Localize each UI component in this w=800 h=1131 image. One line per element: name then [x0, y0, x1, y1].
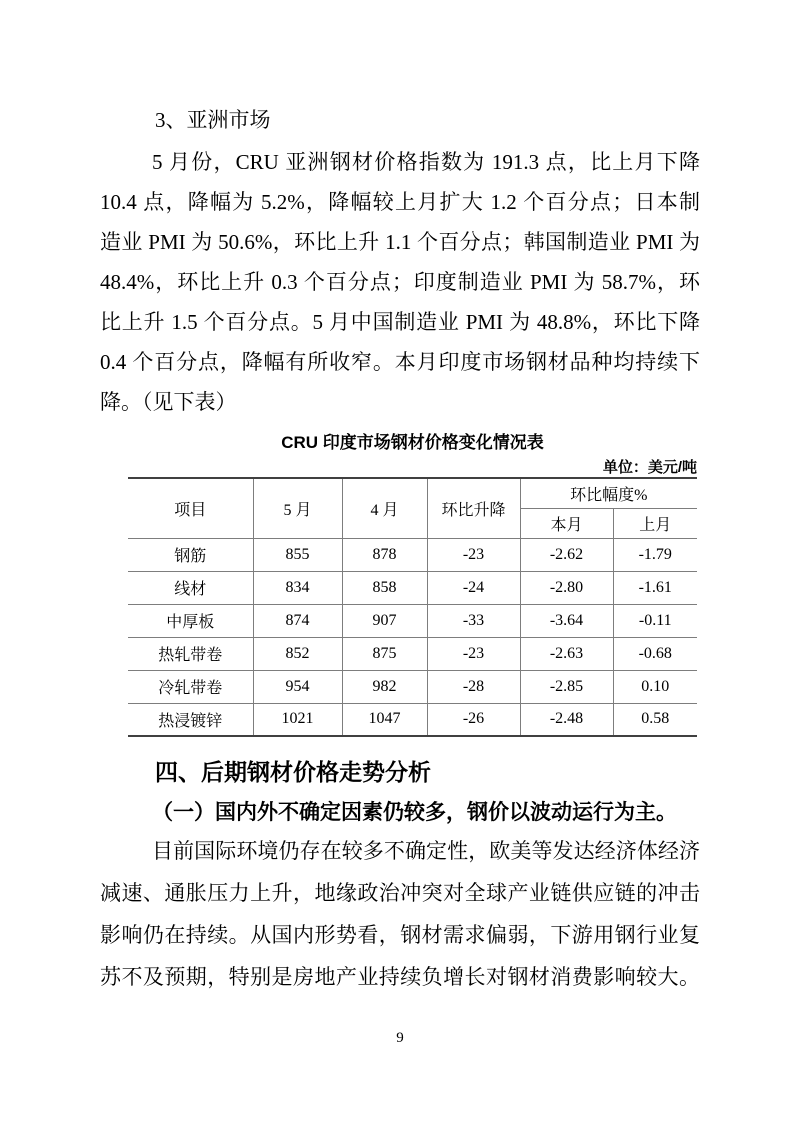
cell-last-month-rate: 0.10	[613, 670, 697, 703]
cell-item: 冷轧带卷	[128, 670, 253, 703]
col-header-mom-rate: 环比幅度%	[520, 478, 697, 508]
paragraph-line: 0.4 个百分点，降幅有所收窄。本月印度市场钢材品种均持续下	[100, 350, 700, 374]
cell-may-price: 852	[253, 637, 342, 670]
table-title: CRU 印度市场钢材价格变化情况表	[281, 433, 544, 452]
cell-item: 钢筋	[128, 538, 253, 571]
paragraph-line: 48.4%，环比上升 0.3 个百分点；印度制造业 PMI 为 58.7%，环	[100, 270, 700, 294]
cell-may-price: 855	[253, 538, 342, 571]
table-row	[128, 703, 697, 736]
cell-april-price: 858	[342, 571, 427, 604]
paragraph-line: 减速、通胀压力上升，地缘政治冲突对全球产业链供应链的冲击	[100, 881, 700, 905]
cell-april-price: 907	[342, 604, 427, 637]
cell-april-price: 875	[342, 637, 427, 670]
cell-last-month-rate: -0.11	[613, 604, 697, 637]
cell-this-month-rate: -3.64	[520, 604, 613, 637]
col-header-mom-change: 环比升降	[427, 478, 520, 538]
col-header-last-month: 上月	[613, 508, 697, 538]
heading-asia-market: 3、亚洲市场	[155, 108, 271, 132]
cell-item: 线材	[128, 571, 253, 604]
cell-may-price: 874	[253, 604, 342, 637]
subheading-uncertainty: （一）国内外不确定因素仍较多，钢价以波动运行为主。	[152, 800, 677, 824]
paragraph-analysis	[100, 830, 700, 998]
cell-item: 热轧带卷	[128, 637, 253, 670]
price-table-block	[128, 431, 697, 737]
cell-item: 热浸镀锌	[128, 703, 253, 736]
table-header-row-1	[128, 478, 697, 508]
table-row	[128, 538, 697, 571]
cell-this-month-rate: -2.63	[520, 637, 613, 670]
paragraph-line: 10.4 点，降幅为 5.2%，降幅较上月扩大 1.2 个百分点；日本制	[100, 190, 700, 214]
cell-mom-change: -33	[427, 604, 520, 637]
cell-mom-change: -23	[427, 538, 520, 571]
cell-mom-change: -26	[427, 703, 520, 736]
cell-item: 中厚板	[128, 604, 253, 637]
cell-may-price: 834	[253, 571, 342, 604]
cell-mom-change: -28	[427, 670, 520, 703]
cell-last-month-rate: -1.61	[613, 571, 697, 604]
page-number: 9	[396, 1030, 404, 1046]
table-row	[128, 670, 697, 703]
page-content	[0, 106, 800, 1048]
cell-this-month-rate: -2.48	[520, 703, 613, 736]
col-header-item: 项目	[128, 478, 253, 538]
cell-this-month-rate: -2.85	[520, 670, 613, 703]
paragraph-line: 苏不及预期，特别是房地产业持续负增长对钢材消费影响较大。	[100, 965, 700, 989]
col-header-may: 5 月	[253, 478, 342, 538]
cell-april-price: 878	[342, 538, 427, 571]
paragraph-line: 5 月份，CRU 亚洲钢材价格指数为 191.3 点，比上月下降	[152, 150, 700, 174]
cell-may-price: 1021	[253, 703, 342, 736]
cell-april-price: 982	[342, 670, 427, 703]
heading-price-trend-analysis: 四、后期钢材价格走势分析	[155, 759, 431, 785]
paragraph-line: 目前国际环境仍存在较多不确定性，欧美等发达经济体经济	[152, 839, 700, 863]
table-row	[128, 637, 697, 670]
cell-april-price: 1047	[342, 703, 427, 736]
cell-this-month-rate: -2.80	[520, 571, 613, 604]
cell-last-month-rate: -0.68	[613, 637, 697, 670]
col-header-april: 4 月	[342, 478, 427, 538]
paragraph-line: 降。（见下表）	[100, 390, 237, 414]
cell-this-month-rate: -2.62	[520, 538, 613, 571]
col-header-this-month: 本月	[520, 508, 613, 538]
cell-last-month-rate: -1.79	[613, 538, 697, 571]
paragraph-line: 造业 PMI 为 50.6%，环比上升 1.1 个百分点；韩国制造业 PMI 为	[100, 230, 700, 254]
table-row	[128, 604, 697, 637]
cell-may-price: 954	[253, 670, 342, 703]
table-body	[128, 538, 697, 736]
price-table	[128, 477, 697, 737]
paragraph-line: 影响仍在持续。从国内形势看，钢材需求偏弱，下游用钢行业复	[100, 923, 700, 947]
table-header	[128, 478, 697, 538]
table-unit-note: 单位：美元/吨	[602, 459, 697, 476]
paragraph-line: 比上升 1.5 个百分点。5 月中国制造业 PMI 为 48.8%，环比下降	[100, 310, 700, 334]
table-row	[128, 571, 697, 604]
cell-mom-change: -23	[427, 637, 520, 670]
paragraph-asia-market	[100, 142, 700, 422]
cell-mom-change: -24	[427, 571, 520, 604]
cell-last-month-rate: 0.58	[613, 703, 697, 736]
